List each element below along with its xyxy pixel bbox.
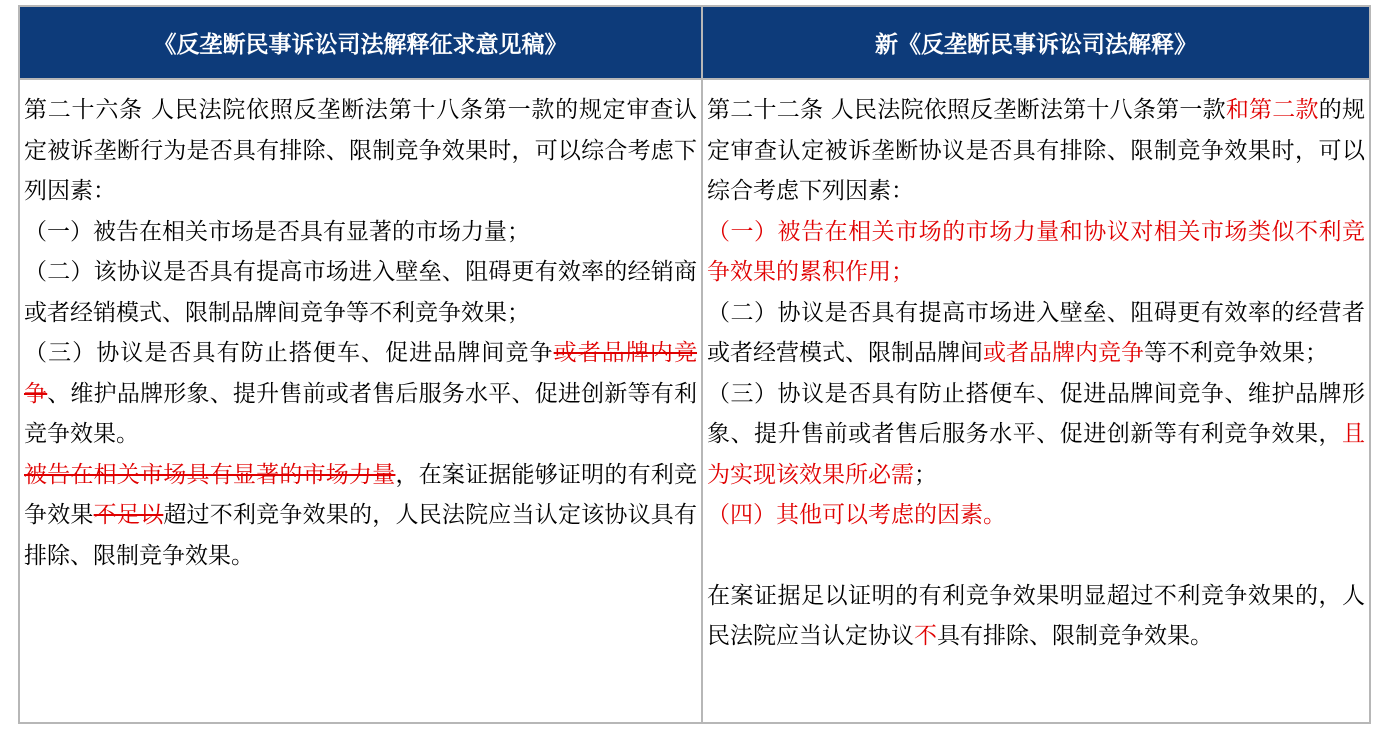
final-text-cell: [707, 80, 1365, 657]
final-item-2: [707, 293, 1365, 374]
added-text: 不: [914, 623, 937, 649]
paragraph-gap: [707, 536, 1365, 576]
draft-conclusion-text: ，在案证据能够证明的有利竞争效果: [24, 461, 698, 528]
deleted-text: 不足以: [93, 502, 164, 528]
draft-item-3-text: （三）协议是否具有防止搭便车、促进品牌间竞争: [24, 340, 554, 366]
comparison-table: [18, 5, 1371, 724]
added-text: 和第二款: [1225, 97, 1319, 123]
final-intro-text: 第二十二条 人民法院依照反垄断法第十八条第一款: [707, 97, 1226, 123]
deleted-text: 被告在相关市场具有显著的市场力量: [24, 461, 396, 488]
final-item-2-text: （二）协议是否具有提高市场进入壁垒、阻碍更有效率的经营者或者经营模式、限制品牌间: [707, 299, 1365, 366]
draft-item-3-text-rest: 、维护品牌形象、提升售前或者售后服务水平、促进创新等有利竞争效果。: [24, 380, 698, 447]
final-item-2-text-rest: 等不利竞争效果；: [1144, 340, 1328, 366]
final-conclusion-text: 在案证据足以证明的有利竞争效果明显超过不利竞争效果的，人民法院应当认定协议: [707, 582, 1365, 649]
added-text: 且为实现该效果所必需: [707, 421, 1365, 488]
final-item-1: （一）被告在相关市场的市场力量和协议对相关市场类似不利竞争效果的累积作用；: [707, 218, 1365, 285]
draft-conclusion-text-rest: 超过不利竞争效果的，人民法院应当认定该协议具有排除、限制竞争效果。: [24, 502, 698, 569]
final-item-4: （四）其他可以考虑的因素。: [707, 502, 1006, 528]
final-item-3-text-rest: ；: [914, 461, 937, 488]
header-final: 新《反垄断民事诉讼司法解释》: [703, 7, 1369, 78]
final-item-3-text: （三）协议是否具有防止搭便车、促进品牌间竞争、维护品牌形象、提升售前或者售后服务水平、促进创新等有利竞争效果，: [707, 380, 1365, 447]
final-article-intro: [707, 90, 1365, 212]
draft-item-3: [24, 333, 697, 455]
deleted-text: 或者品牌内竞争: [24, 340, 698, 407]
added-text: 或者品牌内竞争: [983, 340, 1144, 366]
draft-item-2: （二）该协议是否具有提高市场进入壁垒、阻碍更有效率的经销商或者经销模式、限制品牌间竞争等不利竞争效果；: [24, 259, 697, 326]
draft-article-intro: 第二十六条 人民法院依照反垄断法第十八条第一款的规定审查认定被诉垄断行为是否具有排除、限制竞争效果时，可以综合考虑下列因素：: [24, 97, 697, 204]
final-conclusion-text-rest: 具有排除、限制竞争效果。: [937, 623, 1213, 649]
final-item-3: [707, 374, 1365, 496]
header-draft: 《反垄断民事诉讼司法解释征求意见稿》: [20, 7, 701, 78]
final-conclusion: [707, 576, 1365, 657]
draft-conclusion: [24, 455, 697, 577]
draft-item-1: （一）被告在相关市场是否具有显著的市场力量；: [24, 218, 530, 245]
column-divider: [701, 7, 703, 722]
final-intro-text-rest: 的规定审查认定被诉垄断协议是否具有排除、限制竞争效果时，可以综合考虑下列因素：: [707, 97, 1366, 204]
draft-text-cell: [24, 80, 697, 576]
